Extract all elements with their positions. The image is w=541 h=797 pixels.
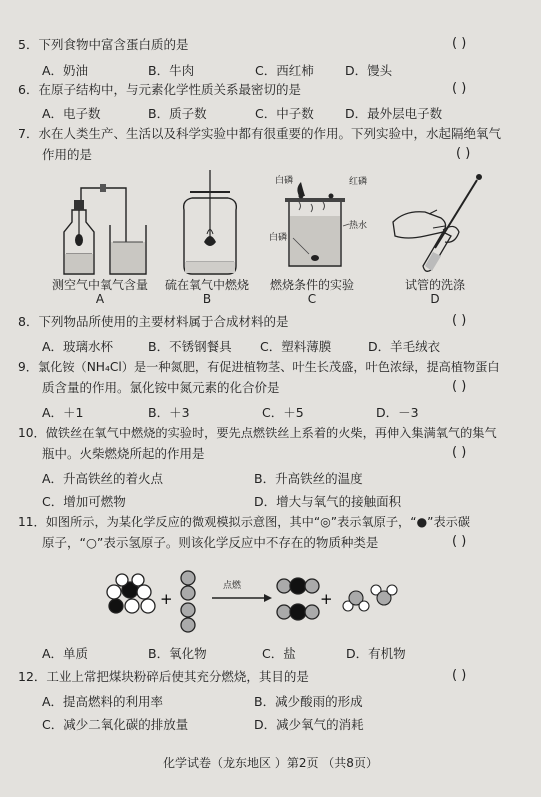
q8-stem: 8．下列物品所使用的主要材料属于合成材料的是 <box>18 314 289 329</box>
q9-option-b[interactable]: B．＋3 <box>148 405 190 420</box>
q10-option-d[interactable]: D．增大与氧气的接触面积 <box>254 494 402 509</box>
q6-option-c[interactable]: C．中子数 <box>255 106 314 121</box>
q5-answer-paren[interactable]: ( ) <box>452 36 467 51</box>
q7-letter-a[interactable]: A <box>95 292 105 306</box>
q7-letter-b[interactable]: B <box>202 292 212 306</box>
q11-option-d[interactable]: D．有机物 <box>346 646 406 661</box>
q10-option-a[interactable]: A．升高铁丝的着火点 <box>42 471 164 486</box>
q11-option-b[interactable]: B．氧化物 <box>148 646 207 661</box>
q7-figure-b-apparatus <box>172 170 262 280</box>
q8-answer-paren[interactable]: ( ) <box>452 313 467 328</box>
q11-answer-paren[interactable]: ( ) <box>452 534 467 549</box>
q7-figure-d-apparatus <box>385 170 495 280</box>
q6-stem: 6．在原子结构中，与元素化学性质关系最密切的是 <box>18 82 301 97</box>
q6-option-a[interactable]: A．电子数 <box>42 106 101 121</box>
q9-option-a[interactable]: A．＋1 <box>42 405 84 420</box>
q5-option-a[interactable]: A．奶油 <box>42 63 89 78</box>
reactant-molecule-ch4 <box>107 574 155 613</box>
q7-caption-b: 硫在氧气中燃烧 <box>164 278 249 292</box>
page-footer: 化学试卷（龙东地区 ）第2页 （共8页） <box>163 756 378 770</box>
q10-stem-line1: 10．做铁丝在氧气中燃烧的实验时，要先点燃铁丝上系着的火柴，再伸入集满氧气的集气 <box>18 426 497 440</box>
q11-reaction-diagram <box>100 566 400 636</box>
q7-caption-a: 测空气中氧气含量 <box>51 278 148 292</box>
q12-option-a[interactable]: A．提高燃料的利用率 <box>42 694 164 709</box>
q10-option-c[interactable]: C．增加可燃物 <box>42 494 126 509</box>
q7-figure-c-apparatus <box>265 170 385 280</box>
q12-stem: 12．工业上常把煤块粉碎后使其充分燃烧，其目的是 <box>18 669 309 684</box>
q9-option-d[interactable]: D．－3 <box>376 405 419 420</box>
q7-stem-line1: 7．水在人类生产、生活以及科学实验中都有很重要的作用。下列实验中，水起隔绝氧气 <box>18 126 501 141</box>
q6-option-b[interactable]: B．质子数 <box>148 106 207 121</box>
q12-option-c[interactable]: C．减少二氧化碳的排放量 <box>42 717 189 732</box>
q11-stem-line2: 原子，“○”表示氢原子。则该化学反应中不存在的物质种类是 <box>42 535 379 550</box>
q11-option-a[interactable]: A．单质 <box>42 646 89 661</box>
plus-sign-1: + <box>160 590 173 608</box>
reactant-molecule-o2 <box>181 571 195 632</box>
label-white-phosphorus-top: 白磷 <box>275 176 294 186</box>
q7-caption-d: 试管的洗涤 <box>404 278 465 292</box>
q7-caption-c: 燃烧条件的实验 <box>269 278 354 292</box>
q10-option-b[interactable]: B．升高铁丝的温度 <box>254 471 363 486</box>
label-hot-water: 热水 <box>349 221 368 231</box>
q7-figure-a-apparatus <box>50 170 170 280</box>
q5-option-d[interactable]: D．馒头 <box>345 63 393 78</box>
q8-option-a[interactable]: A．玻璃水杯 <box>42 339 114 354</box>
q7-letter-d[interactable]: D <box>430 292 440 306</box>
q8-option-d[interactable]: D．羊毛绒衣 <box>368 339 441 354</box>
q10-answer-paren[interactable]: ( ) <box>452 445 467 460</box>
q11-stem-line1: 11．如图所示，为某化学反应的微观模拟示意图，其中“◎”表示氧原子，“●”表示碳 <box>18 515 471 529</box>
q11-option-c[interactable]: C．盐 <box>262 646 296 661</box>
q5-stem: 5．下列食物中富含蛋白质的是 <box>18 37 189 52</box>
q8-option-b[interactable]: B．不锈钢餐具 <box>148 339 232 354</box>
q9-stem-line1: 9．氯化铵（NH₄Cl）是一种氮肥，有促进植物茎、叶生长茂盛，叶色浓绿，提高植物蛋白 <box>18 360 500 374</box>
q8-option-c[interactable]: C．塑料薄膜 <box>260 339 332 354</box>
label-white-phosphorus-bottom: 白磷 <box>269 233 288 243</box>
q9-stem-line2: 质含量的作用。氯化铵中氮元素的化合价是 <box>42 380 280 395</box>
q5-option-c[interactable]: C．西红柿 <box>255 63 314 78</box>
q10-stem-line2: 瓶中。火柴燃烧所起的作用是 <box>42 446 205 461</box>
q12-answer-paren[interactable]: ( ) <box>452 668 467 683</box>
product-molecule-co2 <box>277 578 319 620</box>
q9-option-c[interactable]: C．＋5 <box>262 405 304 420</box>
q6-answer-paren[interactable]: ( ) <box>452 81 467 96</box>
q7-letter-c[interactable]: C <box>307 292 317 306</box>
q7-stem-line2: 作用的是 <box>42 147 93 162</box>
plus-sign-2: + <box>320 590 333 608</box>
q6-option-d[interactable]: D．最外层电子数 <box>345 106 443 121</box>
q5-option-b[interactable]: B．牛肉 <box>148 63 195 78</box>
label-red-phosphorus: 红磷 <box>349 177 368 187</box>
q9-answer-paren[interactable]: ( ) <box>452 379 467 394</box>
q12-option-d[interactable]: D．减少氧气的消耗 <box>254 717 364 732</box>
arrow-label: 点燃 <box>223 581 242 591</box>
q12-option-b[interactable]: B．减少酸雨的形成 <box>254 694 363 709</box>
product-molecule-h2o <box>343 585 397 611</box>
q7-answer-paren[interactable]: ( ) <box>456 146 471 161</box>
